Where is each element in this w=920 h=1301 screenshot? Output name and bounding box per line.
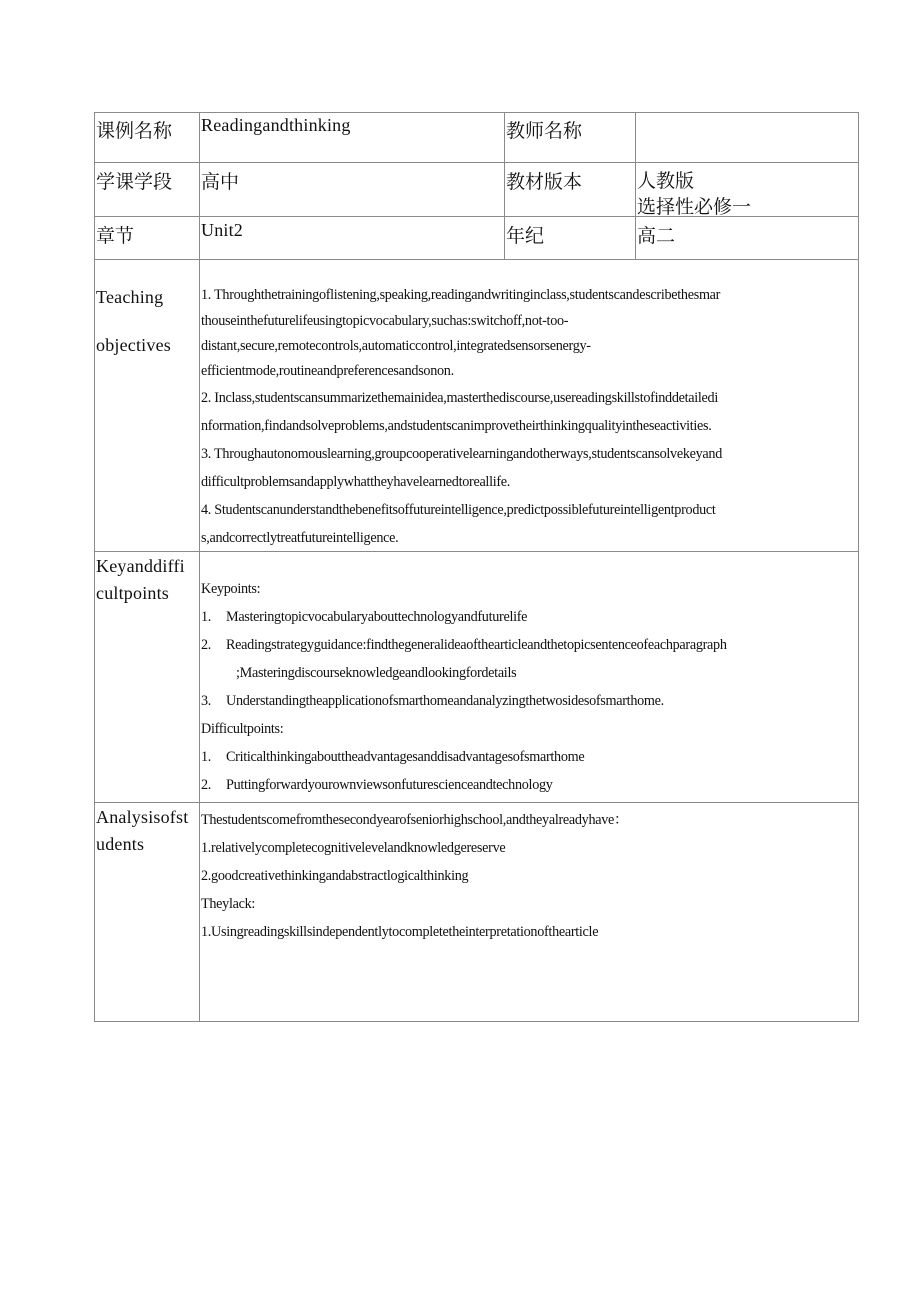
- list-item: ;Masteringdiscourseknowledgeandlookingfordetails: [236, 665, 517, 681]
- edition-value-line-2: 选择性必修一: [637, 196, 752, 216]
- objective-line: 1. Throughthetrainingoflistening,speaking,readingandwritinginclass,studentscandescribethesmar: [201, 287, 721, 303]
- key-heading: Keypoints:: [201, 581, 261, 597]
- analysis-line: 2.goodcreativethinkingandabstractlogicalthinking: [201, 868, 469, 884]
- analysis-line: 1.Usingreadingskillsindependentlytocompletetheinterpretationofthearticle: [201, 924, 599, 940]
- list-item: 2. Readingstrategyguidance:findthegeneralideaofthearticleandthetopicsentenceofeachparagraph: [201, 637, 727, 653]
- analysis-label: Analysisofst udents: [96, 807, 189, 854]
- table-border: [94, 112, 95, 1022]
- objective-line: 4. Studentscanunderstandthebenefitsoffutureintelligence,predictpossiblefutureintelligentproduct: [201, 502, 716, 518]
- analysis-body: [201, 806, 857, 946]
- table-border: [94, 216, 859, 217]
- objective-line: nformation,findandsolveproblems,andstudentscanimprovetheirthinkingqualityintheseactivities.: [201, 418, 712, 434]
- edition-value: [637, 168, 857, 216]
- objective-line: difficultproblemsandapplywhattheyhavelearnedtoreallife.: [201, 474, 511, 490]
- table-border: [635, 112, 636, 260]
- objective-line: thouseinthefuturelifeusingtopicvocabulary,suchas:switchoff,not-too-: [201, 313, 569, 329]
- objective-line: distant,secure,remotecontrols,automaticcontrol,integratedsensorsenergy-: [201, 338, 591, 354]
- grade-value: 高二: [637, 225, 676, 247]
- analysis-line: 1.relativelycompletecognitivelevelandknowledgereserve: [201, 840, 506, 856]
- table-border: [94, 162, 859, 163]
- table-border: [94, 1021, 859, 1022]
- keypoints-label: Keyanddiffi cultpoints: [96, 556, 185, 603]
- objective-line: s,andcorrectlytreatfutureintelligence.: [201, 530, 399, 546]
- course-name-value: Readingandthinking: [201, 115, 351, 135]
- table-border: [858, 112, 859, 1022]
- list-item: 1. Criticalthinkingabouttheadvantagesanddisadvantagesofsmarthome: [201, 749, 585, 765]
- objective-line: 2. Inclass,studentscansummarizethemainidea,masterthediscourse,usereadingskillstofinddetailedi: [201, 390, 718, 406]
- table-border: [199, 112, 200, 1022]
- grade-label: 年纪: [506, 225, 545, 247]
- difficult-heading: Difficultpoints:: [201, 721, 284, 737]
- lesson-info-table: [94, 112, 859, 1022]
- analysis-line: Theylack:: [201, 896, 256, 912]
- stage-label: 学课学段: [96, 171, 173, 193]
- list-item: 2. Puttingforwardyourownviewsonfuturescienceandtechnology: [201, 777, 553, 793]
- objectives-body: [201, 281, 857, 552]
- edition-value-line-1: 人教版: [637, 170, 695, 192]
- course-name-label: 课例名称: [96, 120, 173, 142]
- objectives-label: Teaching objectives: [96, 287, 171, 355]
- edition-label: 教材版本: [506, 171, 583, 193]
- table-border: [504, 112, 505, 260]
- table-border: [94, 802, 859, 803]
- chapter-value: Unit2: [201, 220, 244, 240]
- table-border: [94, 259, 859, 260]
- analysis-line: Thestudentscomefromthesecondyearofseniorhighschool,andtheyalreadyhave：: [201, 812, 628, 828]
- keypoints-body: [201, 575, 857, 799]
- teacher-name-label: 教师名称: [506, 120, 583, 142]
- objective-line: 3. Throughautonomouslearning,groupcooperativelearningandotherways,studentscansolvekeyand: [201, 446, 722, 462]
- chapter-label: 章节: [96, 225, 135, 247]
- list-item: 1. Masteringtopicvocabularyabouttechnologyandfuturelife: [201, 609, 528, 625]
- stage-value: 高中: [201, 171, 240, 193]
- objective-line: efficientmode,routineandpreferencesandsonon.: [201, 363, 454, 379]
- list-item: 3. Understandingtheapplicationofsmarthomeandanalyzingthetwosidesofsmarthome.: [201, 693, 664, 709]
